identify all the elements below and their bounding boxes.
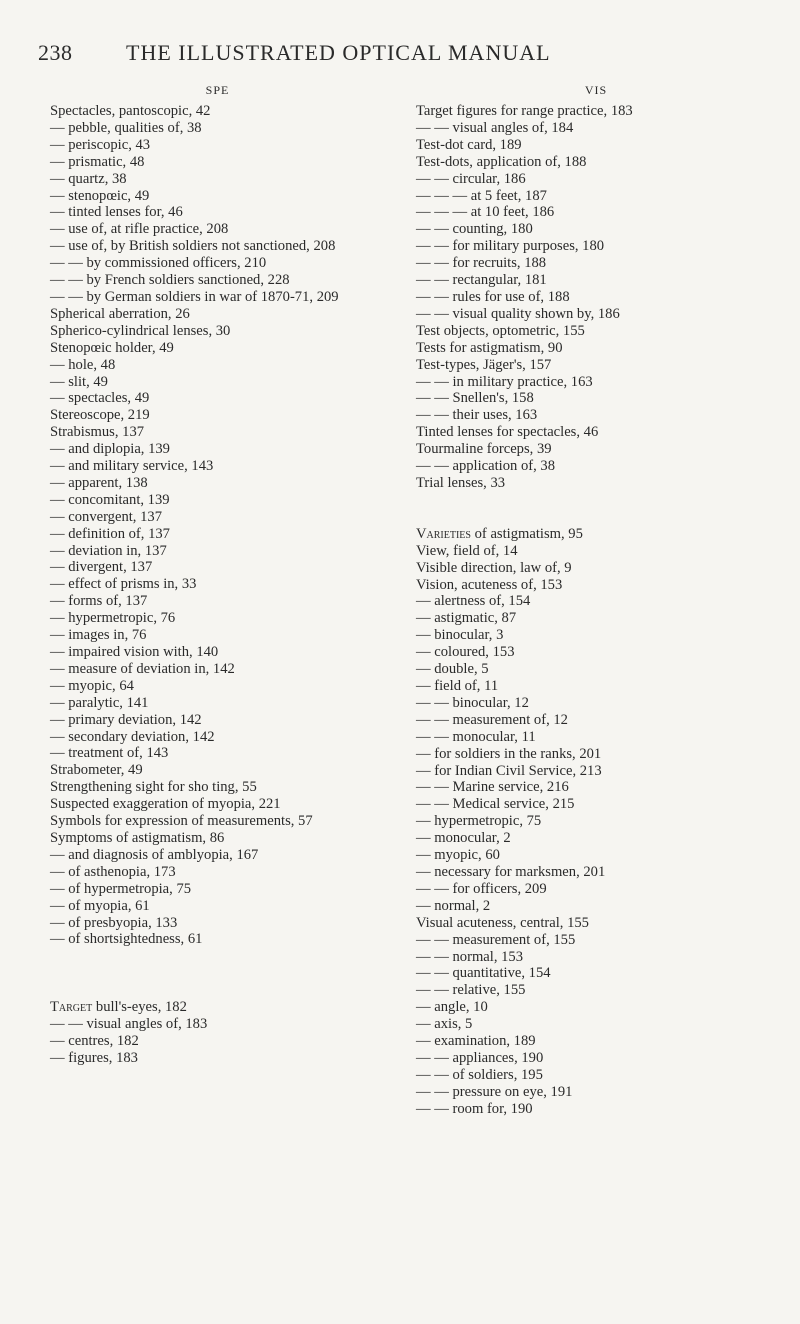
index-entry: — — room for, 190 [416,1100,533,1117]
index-entry: — effect of prisms in, 33 [50,576,197,593]
index-entry: — images in, 76 [50,627,147,644]
index-entry: — — Medical service, 215 [416,796,575,813]
index-entry [50,999,385,1016]
index-entry: Stereoscope, 219 [50,407,150,424]
index-entry: — spectacles, 49 [50,390,150,407]
index-entry: Tourmaline forceps, 39 [416,441,552,458]
index-entry: Suspected exaggeration of myopia, 221 [50,796,281,813]
index-entry: — hypermetropic, 75 [416,813,542,830]
index-entry: — — measurement of, 12 [416,711,568,728]
index-entry: Test-types, Jäger's, 157 [416,356,552,373]
index-entry: — of myopia, 61 [50,897,150,914]
index-entry: Test objects, optometric, 155 [416,322,585,339]
left-entries [50,103,385,948]
index-entry: — — normal, 153 [416,948,524,965]
index-entry: — treatment of, 143 [50,745,169,762]
index-entry: Target figures for range practice, 183 [416,103,633,119]
index-entry: Symbols for expression of measurements, 57 [50,813,313,830]
index-entry: Tests for astigmatism, 90 [416,339,563,356]
index-entry: — primary deviation, 142 [50,711,202,728]
index-entry: — concomitant, 139 [50,491,170,508]
index-entry: — convergent, 137 [50,508,162,525]
entry-rest: bull's-eyes, 182 [92,999,187,1016]
index-entry: Tinted lenses for spectacles, 46 [416,424,599,441]
index-entry: Vision, acuteness of, 153 [416,576,563,593]
index-entry: Spherical aberration, 26 [50,305,190,322]
index-entry: — — for military purposes, 180 [416,238,605,255]
running-title: THE ILLUSTRATED OPTICAL MANUAL [126,40,551,65]
index-entry: — — pressure on eye, 191 [416,1083,573,1100]
index-entry: — deviation in, 137 [50,542,167,559]
index-entry: — tinted lenses for, 46 [50,204,183,221]
index-entry: — hypermetropic, 76 [50,610,176,627]
index-entry: — — rules for use of, 188 [416,288,570,305]
index-entry: — and military service, 143 [50,458,214,475]
index-entry: — myopic, 60 [416,847,500,864]
entry-lead: Target [50,999,93,1016]
index-entry: — — appliances, 190 [416,1049,544,1066]
index-entry: — of hypermetropia, 75 [50,880,192,897]
index-entry: — for soldiers in the ranks, 201 [416,745,602,762]
index-entry: — double, 5 [416,661,489,678]
index-entry: — pebble, qualities of, 38 [50,119,202,136]
index-entry: — — visual quality shown by, 186 [416,305,620,322]
index-entry: Strengthening sight for sho ting, 55 [50,779,257,796]
index-entry: — myopic, 64 [50,677,134,694]
index-entry: Symptoms of astigmatism, 86 [50,829,225,846]
left-entries-b [50,1016,385,1067]
index-entry: — for Indian Civil Service, 213 [416,762,602,779]
index-entry: — — circular, 186 [416,170,526,187]
right-entries [416,103,776,492]
index-entry: — astigmatic, 87 [416,610,517,627]
index-entry: — monocular, 2 [416,830,511,847]
index-entry: — — by commissioned officers, 210 [50,255,267,272]
index-entry: — — binocular, 12 [416,694,529,711]
index-entry: — secondary deviation, 142 [50,728,215,745]
index-entry: — — Snellen's, 158 [416,390,534,407]
index-entry: — — — at 5 feet, 187 [416,187,547,204]
index-entry: Stenopœic holder, 49 [50,339,174,356]
index-entry: — — — at 10 feet, 186 [416,204,555,221]
index-entry: — binocular, 3 [416,627,504,644]
index-entry: — — visual angles of, 184 [416,119,574,136]
index-entry: — — counting, 180 [416,221,533,238]
index-entry: — figures, 183 [50,1050,138,1067]
index-entry: — — by German soldiers in war of 1870-71, 209 [50,288,339,305]
index-entry: — of asthenopia, 173 [50,863,176,880]
index-entry: — — quantitative, 154 [416,965,551,982]
index-entry: — — of soldiers, 195 [416,1066,543,1083]
index-entry: Spherico-cylindrical lenses, 30 [50,322,231,339]
index-entry: — examination, 189 [416,1033,536,1050]
index-entry: — normal, 2 [416,897,491,914]
index-entry: — definition of, 137 [50,525,170,542]
index-entry: — — visual angles of, 183 [50,1016,208,1033]
index-entry: — periscopic, 43 [50,136,151,153]
index-entry: — coloured, 153 [416,644,515,661]
index-entry: — measure of deviation in, 142 [50,660,235,677]
index-entry: — use of, by British soldiers not sanctioned, 208 [50,238,336,255]
index-entry: — — relative, 155 [416,982,526,999]
right-running-head: VIS [584,83,608,97]
entry-rest: of astigmatism, 95 [470,525,583,542]
page-header [38,40,760,74]
index-entry: — — Marine service, 216 [416,779,569,796]
right-entries-b [416,543,776,1118]
index-entry: — centres, 182 [50,1033,139,1050]
index-entry: — and diagnosis of amblyopia, 167 [50,846,259,863]
index-entry: — — application of, 38 [416,458,556,475]
index-entry: — use of, at rifle practice, 208 [50,221,229,238]
page-number: 238 [38,40,73,65]
entry-lead: Varieties [416,525,471,542]
index-entry: Test-dot card, 189 [416,136,522,153]
index-entry: — — in military practice, 163 [416,373,593,390]
index-entry: Spectacles, pantoscopic, 42 [50,103,211,119]
index-entry: — divergent, 137 [50,559,153,576]
index-entry: Test-dots, application of, 188 [416,153,587,170]
index-entry: Strabismus, 137 [50,424,145,441]
index-entry: — forms of, 137 [50,593,148,610]
index-entry: — axis, 5 [416,1016,473,1033]
index-entry: — apparent, 138 [50,474,148,491]
index-entry: — — rectangular, 181 [416,272,547,289]
index-entry: Trial lenses, 33 [416,474,506,491]
index-entry: — hole, 48 [50,356,116,373]
index-entry: — slit, 49 [50,373,108,390]
index-entry: — — by French soldiers sanctioned, 228 [50,272,290,289]
right-column [416,82,776,1118]
index-entry: — quartz, 38 [50,170,127,187]
index-entry: — field of, 11 [416,678,499,694]
index-entry: — — for officers, 209 [416,880,547,897]
index-entry: — stenopœic, 49 [50,187,150,204]
index-entry: — angle, 10 [416,999,488,1016]
index-entry: Visual acuteness, central, 155 [416,914,589,931]
index-entry: — — for recruits, 188 [416,255,547,272]
index-entry: — — measurement of, 155 [416,931,576,948]
index-entry: Strabometer, 49 [50,762,143,779]
index-entry: — — their uses, 163 [416,407,538,424]
index-entry: — — monocular, 11 [416,728,536,745]
index-entry [416,526,776,543]
index-entry: — of shortsightedness, 61 [50,931,203,948]
index-entry: — and diplopia, 139 [50,441,170,458]
index-entry: — of presbyopia, 133 [50,914,178,931]
left-running-head: SPE [205,83,230,97]
index-entry: — impaired vision with, 140 [50,644,219,660]
left-column [50,82,385,1067]
index-entry: — prismatic, 48 [50,153,145,170]
index-entry: — paralytic, 141 [50,694,149,711]
index-entry: — necessary for marksmen, 201 [416,863,606,880]
index-entry: Visible direction, law of, 9 [416,559,572,576]
index-entry: — alertness of, 154 [416,593,531,610]
index-entry: View, field of, 14 [416,542,518,559]
